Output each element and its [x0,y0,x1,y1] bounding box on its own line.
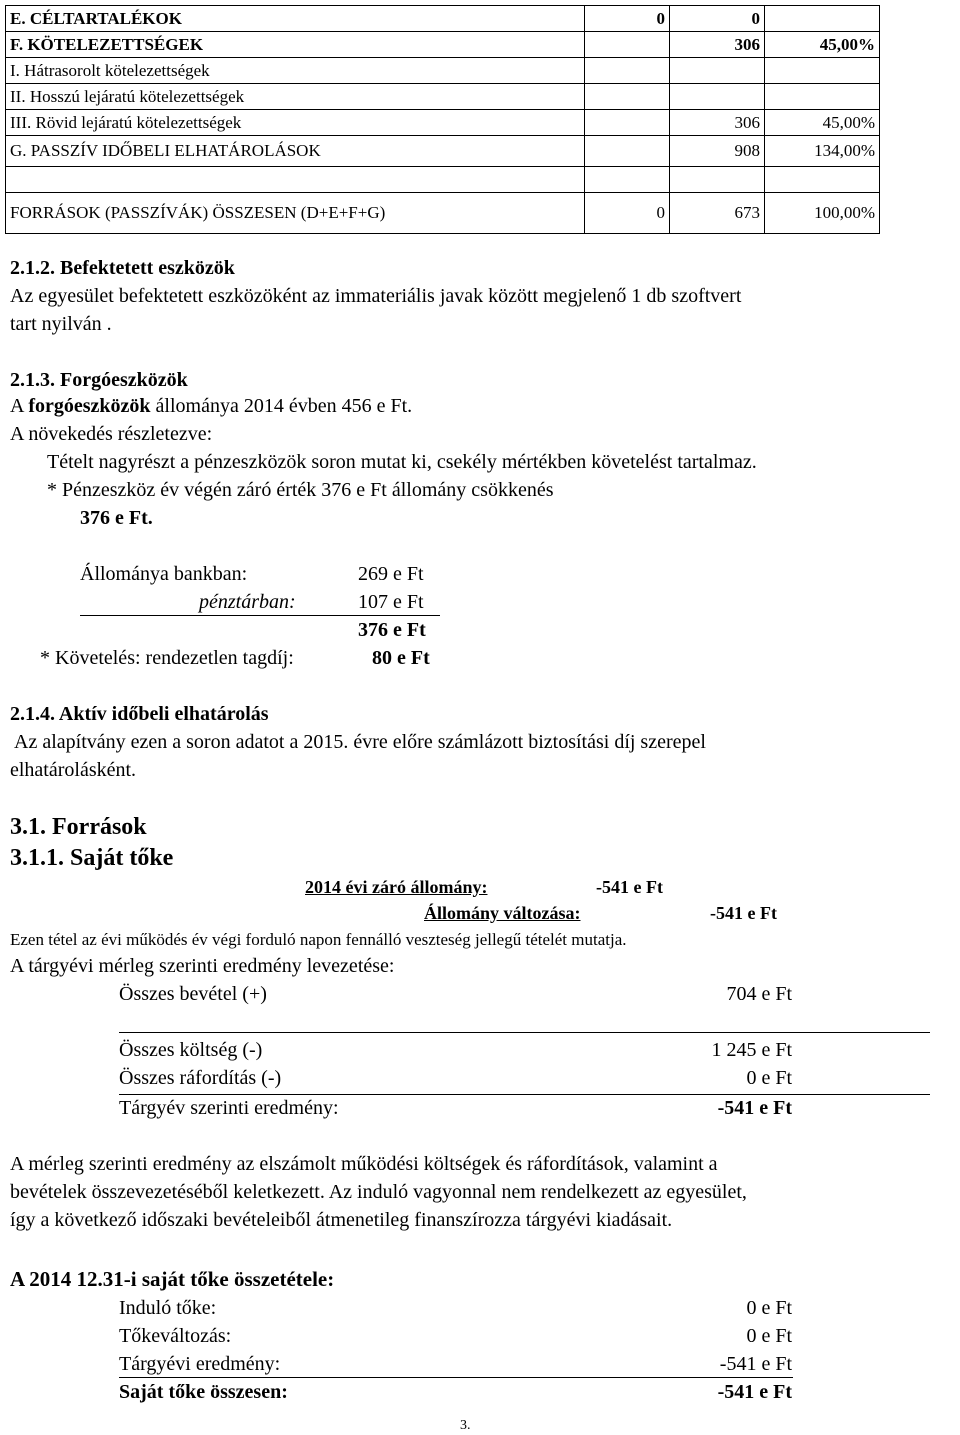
row-value-2 [670,167,765,193]
text-fragment: A [10,395,29,417]
row-label: I. Hátrasorolt kötelezettségek [6,58,585,84]
income-label: Összes bevétel (+) [119,983,267,1005]
paragraph-line: bevételek összevezetéséből keletkezett. Az induló vagyonnal nem rendelkezett az egyesület, [10,1181,747,1203]
paragraph-line: így a következő időszaki bevételeiből átmenetileg finanszírozza tárgyévi kiadásait. [10,1209,673,1231]
row-percent [765,84,880,110]
row-value-1: 0 [585,6,670,32]
paragraph-line: Az alapítvány ezen a soron adatot a 2015. évre előre számlázott biztosítási díj szerepel [14,731,706,753]
table-row [6,32,880,58]
change-label: Állomány változása: [424,903,581,923]
composition-label: Tárgyévi eredmény: [119,1353,281,1375]
row-value-1 [585,84,670,110]
row-label: E. CÉLTARTALÉKOK [6,6,585,32]
row-value-2 [670,84,765,110]
balance-table [5,5,880,234]
expense-label: Összes ráfordítás (-) [119,1067,282,1089]
row-label: FORRÁSOK (PASSZÍVÁK) ÖSSZESEN (D+E+F+G) [6,193,585,234]
closing-label: 2014 évi záró állomány: [305,877,488,897]
composition-total-value: -541 e Ft [717,1381,792,1403]
section-heading-3-1: 3.1. Források [10,814,147,840]
row-percent: 45,00% [765,32,880,58]
paragraph-line: 376 e Ft. [80,507,153,529]
row-label [6,167,585,193]
table-row [6,193,880,234]
paragraph-line: A tárgyévi mérleg szerinti eredmény levezetése: [10,955,395,977]
bank-value: 269 e Ft [358,563,424,585]
section-heading-3-1-1: 3.1.1. Saját tőke [10,845,174,871]
row-value-2: 673 [670,193,765,234]
row-percent [765,58,880,84]
table-row [6,6,880,32]
composition-heading: A 2014 12.31-i saját tőke összetétele: [10,1267,335,1291]
closing-value: -541 e Ft [596,877,663,897]
divider [119,1094,930,1095]
change-value: -541 e Ft [710,903,777,923]
result-label: Tárgyév szerinti eredmény: [119,1097,339,1119]
paragraph-line: Tételt nagyrészt a pénzeszközök soron mutat ki, csekély mértékben követelést tartalmaz. [47,451,757,473]
row-value-1 [585,58,670,84]
paragraph-line: Az egyesület befektetett eszközöként az immateriális javak között megjelenő 1 db szoftvert [10,285,742,307]
table-row [6,84,880,110]
row-percent: 134,00% [765,136,880,167]
row-value-1 [585,167,670,193]
text-fragment-bold: forgóeszközök [28,395,151,417]
row-value-1: 0 [585,193,670,234]
row-label: G. PASSZÍV IDŐBELI ELHATÁROLÁSOK [6,136,585,167]
table-row [6,167,880,193]
paragraph-line: A növekedés részletezve: [10,423,213,445]
table-row [6,136,880,167]
paragraph-line: A mérleg szerinti eredmény az elszámolt működési költségek és ráfordítások, valamint a [10,1153,718,1175]
bank-label: Állománya bankban: [80,563,248,585]
divider [80,615,440,616]
row-label: II. Hosszú lejáratú kötelezettségek [6,84,585,110]
row-label: III. Rövid lejáratú kötelezettségek [6,110,585,136]
composition-value: -541 e Ft [719,1353,792,1375]
row-value-1 [585,136,670,167]
row-value-2 [670,58,765,84]
divider [119,1377,793,1378]
page-number: 3. [460,1418,471,1433]
receivable-label: * Követelés: rendezetlen tagdíj: [40,647,294,669]
receivable-value: 80 e Ft [372,647,430,669]
row-percent: 45,00% [765,110,880,136]
composition-label: Tőkeváltozás: [119,1325,232,1347]
row-percent [765,167,880,193]
row-percent: 100,00% [765,193,880,234]
result-value: -541 e Ft [717,1097,792,1119]
cash-label: pénztárban: [199,591,296,613]
text-fragment: állománya 2014 évben 456 e Ft. [150,395,413,417]
total-value: 376 e Ft [358,619,426,641]
divider [119,1032,930,1033]
income-value: 704 e Ft [726,983,792,1005]
section-heading-2-1-4: 2.1.4. Aktív időbeli elhatárolás [10,703,269,725]
row-value-2: 306 [670,32,765,58]
table-row [6,110,880,136]
paragraph-line: elhatárolásként. [10,759,137,781]
row-value-2: 306 [670,110,765,136]
cost-label: Összes költség (-) [119,1039,263,1061]
section-heading-2-1-3: 2.1.3. Forgóeszközök [10,369,188,391]
composition-total-label: Saját tőke összesen: [119,1381,288,1403]
paragraph-line: tart nyilván . [10,313,112,335]
expense-value: 0 e Ft [746,1067,792,1089]
section-heading-2-1-2: 2.1.2. Befektetett eszközök [10,257,235,279]
row-value-1 [585,110,670,136]
cash-value: 107 e Ft [358,591,424,613]
paragraph-line [10,395,412,418]
composition-label: Induló tőke: [119,1297,217,1319]
table-row [6,58,880,84]
row-label: F. KÖTELEZETTSÉGEK [6,32,585,58]
paragraph-line: * Pénzeszköz év végén záró érték 376 e Ft állomány csökkenés [47,479,554,501]
composition-value: 0 e Ft [746,1297,792,1319]
cost-value: 1 245 e Ft [711,1039,792,1061]
composition-value: 0 e Ft [746,1325,792,1347]
row-value-2: 908 [670,136,765,167]
row-value-1 [585,32,670,58]
paragraph-line: Ezen tétel az évi működés év végi forduló napon fennálló veszteség jellegű tételét mutatja. [10,930,627,949]
row-percent [765,6,880,32]
row-value-2: 0 [670,6,765,32]
